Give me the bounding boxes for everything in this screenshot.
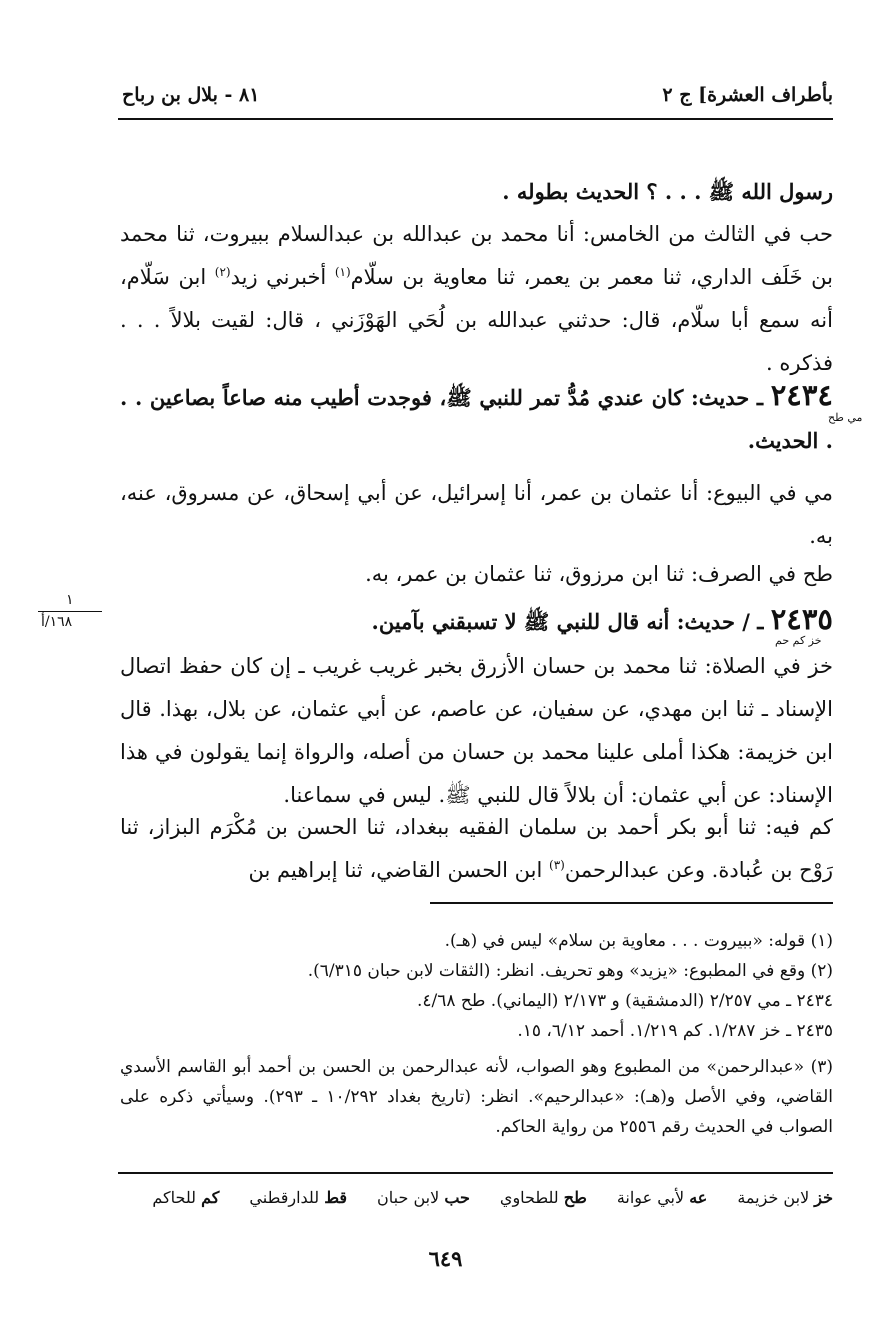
hadith-2434-text: ـ حديث: كان عندي مُدُّ تمر للنبي ﷺ، فوجدت أطيب منه صاعاً بصاعين . . . الحديث.: [120, 385, 833, 453]
intro-text: رسول الله ﷺ . . . ؟ الحديث بطوله .: [502, 179, 833, 204]
running-header-chapter: ٨١ - بلال بن رباح: [122, 84, 260, 106]
abbreviation-item: قط للدارقطني: [249, 1188, 348, 1207]
page-number: ٦٤٩: [428, 1246, 463, 1271]
footnote-3: (٣) «عبدالرحمن» من المطبوع وهو الصواب، لأنه عبدالرحمن بن الحسن بن أحمد أبو القاسم الأسدي القاضي، وفي الأصل و(هـ): «عبدالرحيم». انظر: (تاريخ بغداد ١٠/٢٩٢ ـ ٢٩٣). وسيأتي ذكره على الصواب في الحديث رقم ٢٥٥٦ من رواية الحاكم.: [120, 1057, 833, 1137]
margin-note-rule: [38, 611, 102, 612]
header-rule: [118, 118, 833, 120]
p1-text-a: حب في الثالث من الخامس: أنا محمد بن عبدالله بن عبدالسلام ببيروت، ثنا محمد بن خَلَف الداري، ثنا معمر بن يعمر، ثنا معاوية بن سلّام: [120, 222, 834, 289]
abbreviation-item: عه لأبي عوانة: [616, 1188, 708, 1207]
footnote-ref-3: (٣): [549, 858, 565, 872]
p5-text-b: ابن الحسن القاضي، ثنا إبراهيم بن: [248, 858, 550, 882]
p2-text: مي في البيوع: أنا عثمان بن عمر، أنا إسرائيل، عن أبي إسحاق، عن مسروق، عنه، به.: [120, 481, 833, 548]
footnote-ref-2: (٢): [214, 265, 231, 279]
p1-text-c: ابن سَلّام، أنه سمع أبا سلّام، قال: حدثني عبدالله بن لُحَي الهَوْزَني ، قال: لقيت بلالاً . . . فذكره .: [120, 265, 833, 375]
footnote-2: (٢) وقع في المطبوع: «يزيد» وهو تحريف. انظر: (الثقات لابن حبان ٦/٣١٥).: [307, 961, 833, 981]
paragraph-ibn-hibban: [120, 213, 833, 385]
paragraph-darimi: [120, 472, 833, 558]
footnote-ref-1: (١): [334, 265, 351, 279]
abbreviation-item: خز لابن خزيمة: [737, 1188, 833, 1207]
p3-text: طح في الصرف: ثنا ابن مرزوق، ثنا عثمان بن عمر، به.: [365, 562, 833, 586]
hadith-2434-number: ٢٤٣٤: [770, 378, 833, 412]
p1-text-b: أخبرني زيد: [230, 265, 335, 289]
hadith-2435-source-codes: خز كم حم: [775, 634, 822, 647]
footnote-1: (١) قوله: «ببيروت . . . معاوية بن سلام» ليس في (هـ).: [444, 931, 833, 951]
paragraph-intro: [120, 170, 833, 214]
running-header-title: بأطراف العشرة] ج ٢: [662, 84, 833, 106]
hadith-2435-text: ـ / حديث: أنه قال للنبي ﷺ لا تسبقني بآمين.: [371, 609, 771, 634]
footnote-separator: [430, 902, 833, 904]
hadith-2434-source-codes: مي طح: [828, 411, 863, 424]
abbreviations-key: [100, 1188, 833, 1207]
paragraph-hakim: [120, 806, 833, 892]
paragraph-ibn-khuzaymah: [120, 645, 833, 817]
margin-note-number: ١: [66, 592, 74, 608]
paragraph-tahawi: [120, 553, 833, 596]
hadith-2435-number: ٢٤٣٥: [770, 602, 833, 636]
hadith-2435: [120, 598, 833, 643]
footnote-2434-refs: ٢٤٣٤ ـ مي ٢/٢٥٧ (الدمشقية) و ٢/١٧٣ (اليماني). طح ٤/٦٨.: [416, 991, 833, 1011]
hadith-2434: [120, 374, 833, 462]
p5-text-a: كم فيه: ثنا أبو بكر أحمد بن سلمان الفقيه ببغداد، ثنا الحسن بن مُكْرَم البزاز، ثنا رَوْح بن عُبادة. وعن عبدالرحمن: [120, 815, 833, 882]
abbreviation-item: طح للطحاوي: [499, 1188, 587, 1207]
abbreviation-item: كم للحاكم: [152, 1188, 220, 1207]
footnote-2435-refs: ٢٤٣٥ ـ خز ١/٢٨٧. كم ١/٢١٩. أحمد ٦/١٢، ١٥.: [517, 1021, 833, 1041]
abbreviations-rule: [118, 1172, 833, 1174]
margin-manuscript-folio: ١٦٨/أ: [41, 614, 73, 630]
p4-text: خز في الصلاة: ثنا محمد بن حسان الأزرق بخبر غريب غريب ـ إن كان حفظ اتصال الإسناد ـ ثنا ابن مهدي، عن سفيان، عن عاصم، عن أبي عثمان، عن بلال، بهذا. قال ابن خزيمة: هكذا أملى علينا محمد بن حسان من أصله، والرواة إنما يقولون في هذا الإسناد: عن أبي عثمان: أن بلالاً قال للنبي ﷺ. ليس في سماعنا.: [120, 654, 833, 807]
abbreviation-item: حب لابن حبان: [377, 1188, 470, 1207]
